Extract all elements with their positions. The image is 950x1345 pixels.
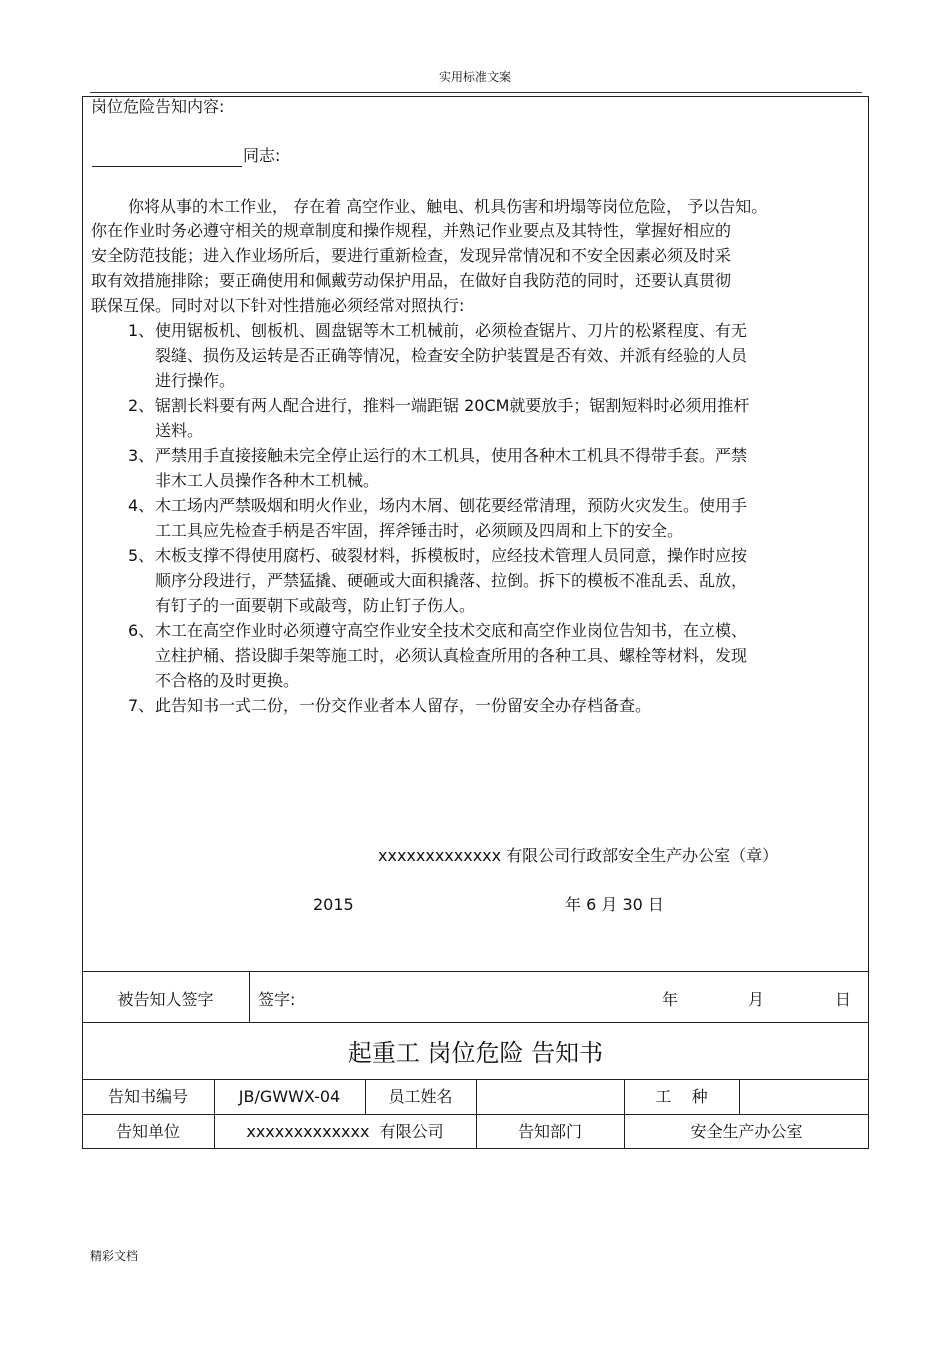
row-divider: [82, 971, 869, 972]
issuer-seal-text: xxxxxxxxxxxxx 有限公司行政部安全生产办公室（章）: [378, 846, 779, 865]
notice-unit-value: xxxxxxxxxxxxx 有限公司: [246, 1122, 444, 1141]
intro-line: 取有效措施排除；要正确使用和佩戴劳动保护用品，在做好自我防范的同时，还要认真贯彻: [91, 271, 732, 290]
date-month-day: 年 6 月 30 日: [565, 895, 664, 914]
item-line: 木工场内严禁吸烟和明火作业，场内木屑、刨花要经常清理，预防火灾发生。使用手: [155, 496, 748, 515]
item-line: 工工具应先检查手柄是否牢固，挥斧锤击时，必须顾及四周和上下的安全。: [155, 521, 684, 540]
item-line: 此告知书一式二份，一份交作业者本人留存，一份留安全办存档备查。: [155, 696, 652, 715]
item-number: 3、: [128, 446, 155, 465]
intro-line: 你将从事的木工作业， 存在着 高空作业、触电、机具伤害和坍塌等岗位危险， 予以告知。: [128, 197, 768, 216]
notice-code-value: JB/GWWX-04: [238, 1087, 341, 1106]
intro-line: 安全防范技能；进入作业场所后，要进行重新检查，发现异常情况和不安全因素必须及时采: [91, 246, 732, 265]
item-number: 6、: [128, 621, 155, 640]
comrade-label: 同志:: [243, 146, 281, 165]
document-title: 起重工 岗位危险 告知书: [347, 1039, 604, 1067]
item-line: 严禁用手直接接触未完全停止运行的木工机具，使用各种木工机具不得带手套。严禁: [155, 446, 748, 465]
col-divider: [249, 971, 250, 1022]
item-line: 木板支撑不得使用腐朽、破裂材料，拆模板时，应经技术管理人员同意，操作时应按: [155, 546, 748, 565]
signature-month-label: 月: [748, 990, 765, 1009]
row-divider: [82, 1022, 869, 1023]
employee-name-label: 员工姓名: [388, 1087, 453, 1106]
date-year: 2015: [313, 895, 354, 914]
signature-field-label: 签字:: [258, 990, 296, 1009]
item-number: 1、: [128, 321, 155, 340]
col-divider: [739, 1079, 740, 1114]
trade-label: 工 种: [655, 1087, 708, 1106]
notice-unit-label: 告知单位: [115, 1122, 180, 1141]
item-line: 顺序分段进行，严禁猛撬、硬砸或大面积撬落、拉倒。拆下的模板不准乱丢、乱放，: [155, 571, 748, 590]
item-number: 5、: [128, 546, 155, 565]
item-line: 木工在高空作业时必须遵守高空作业安全技术交底和高空作业岗位告知书，在立模、: [155, 621, 748, 640]
item-line: 立柱护桶、搭设脚手架等施工时，必须认真检查所用的各种工具、螺栓等材料，发现: [155, 646, 748, 665]
intro-line: 你在作业时务必遵守相关的规章制度和操作规程，并熟记作业要点及其特性，掌握好相应的: [91, 221, 732, 240]
signature-day-label: 日: [835, 990, 852, 1009]
signature-year-label: 年: [662, 990, 679, 1009]
item-line: 锯割长料要有两人配合进行，推料一端距锯 20CM就要放手；锯割短料时必须用推杆: [155, 396, 750, 415]
item-line: 不合格的及时更换。: [155, 671, 300, 690]
header-rule: [90, 92, 862, 93]
notice-code-label: 告知书编号: [107, 1087, 188, 1106]
item-line: 裂缝、损伤及运转是否正确等情况，检查安全防护装置是否有效、并派有经验的人员: [155, 346, 748, 365]
content-label: 岗位危险告知内容:: [91, 97, 225, 116]
item-number: 4、: [128, 496, 155, 515]
page-header: 实用标准文案: [438, 70, 511, 84]
item-line: 非木工人员操作各种木工机械。: [155, 471, 380, 490]
item-line: 使用锯板机、刨板机、圆盘锯等木工机械前，必须检查锯片、刀片的松紧程度、有无: [155, 321, 748, 340]
item-line: 进行操作。: [155, 371, 236, 390]
item-line: 送料。: [155, 421, 204, 440]
page-footer: 精彩文档: [90, 1249, 139, 1263]
item-number: 7、: [128, 696, 155, 715]
name-blank: [92, 166, 242, 167]
item-number: 2、: [128, 396, 155, 415]
intro-line: 联保互保。同时对以下针对性措施必须经常对照执行:: [91, 296, 465, 315]
item-line: 有钉子的一面要朝下或敲弯，防止钉子伤人。: [155, 596, 476, 615]
notice-dept-value: 安全生产办公室: [690, 1122, 803, 1141]
notice-dept-label: 告知部门: [517, 1122, 582, 1141]
recipient-signature-label: 被告知人签字: [117, 990, 214, 1009]
